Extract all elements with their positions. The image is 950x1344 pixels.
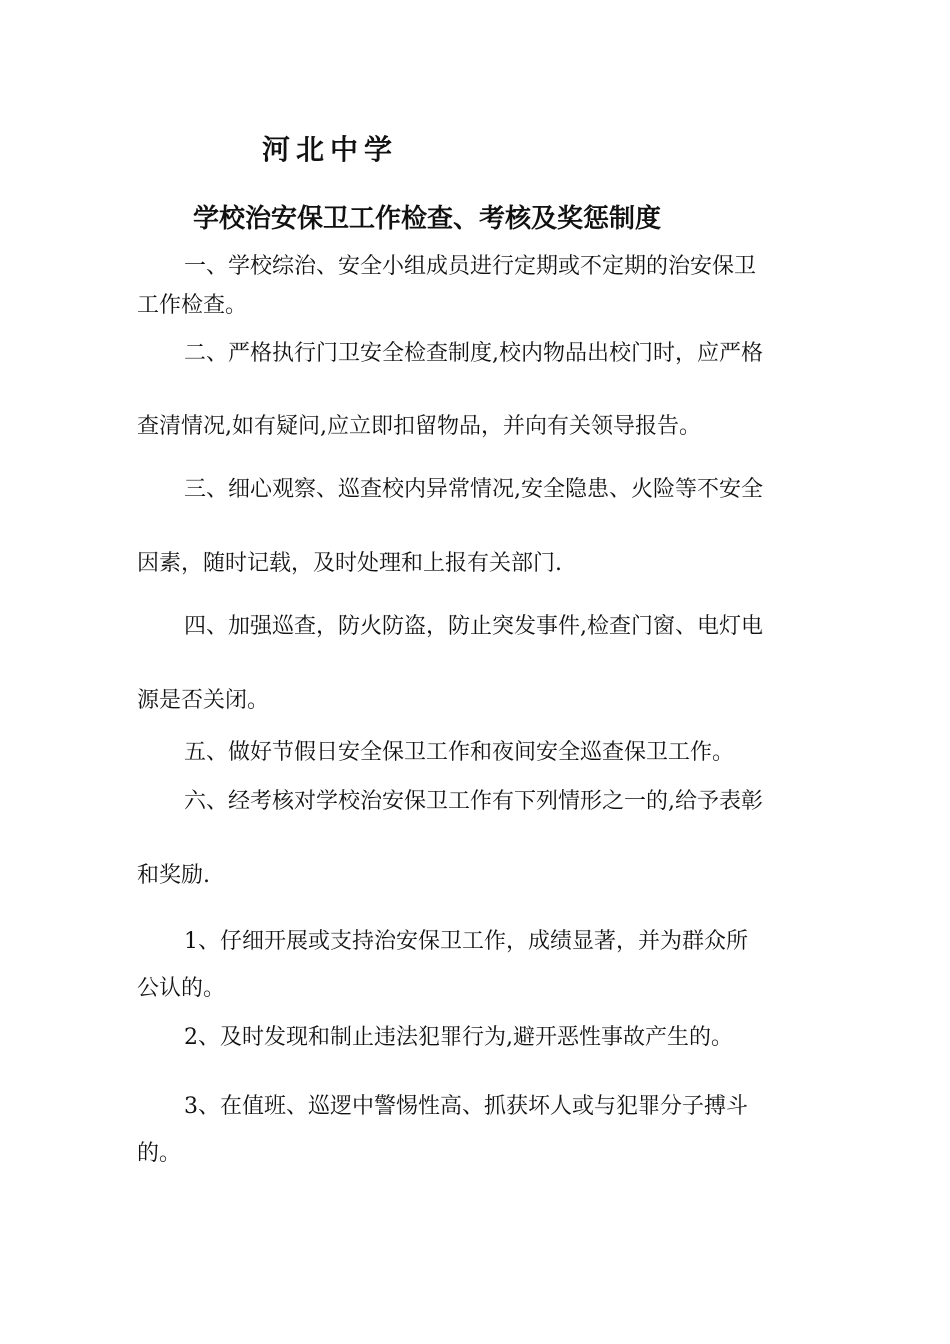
paragraph-line: 3、在值班、巡逻中警惕性高、抓获坏人或与犯罪分子搏斗 [184,1094,748,1119]
paragraph-line: 1、仔细开展或支持治安保卫工作，成绩显著，并为群众所 [184,929,748,954]
paragraph-line: 和奖励. [137,863,210,888]
paragraph-line: 公认的。 [137,976,226,1001]
paragraph-line: 的。 [137,1141,182,1166]
paragraph-line: 四、加强巡查，防火防盗，防止突发事件,检查门窗、电灯电 [184,614,763,639]
paragraph-line: 工作检查。 [137,293,248,318]
school-name: 河北中学 [262,133,399,166]
paragraph-line: 三、细心观察、巡查校内异常情况,安全隐患、火险等不安全 [184,477,763,502]
paragraph-line: 2、及时发现和制止违法犯罪行为,避开恶性事故产生的。 [184,1025,733,1050]
paragraph-line: 一、学校综治、安全小组成员进行定期或不定期的治安保卫 [184,254,757,279]
paragraph-line: 因素，随时记载，及时处理和上报有关部门. [137,551,562,576]
paragraph-line: 二、严格执行门卫安全检查制度,校内物品出校门时，应严格 [184,341,763,366]
paragraph-line: 五、做好节假日安全保卫工作和夜间安全巡查保卫工作。 [184,740,735,765]
paragraph-line: 源是否关闭。 [137,688,270,713]
paragraph-line: 查清情况,如有疑问,应立即扣留物品，并向有关领导报告。 [137,414,701,439]
document-title: 学校治安保卫工作检查、考核及奖惩制度 [193,204,662,234]
paragraph-line: 六、经考核对学校治安保卫工作有下列情形之一的,给予表彰 [184,789,763,814]
